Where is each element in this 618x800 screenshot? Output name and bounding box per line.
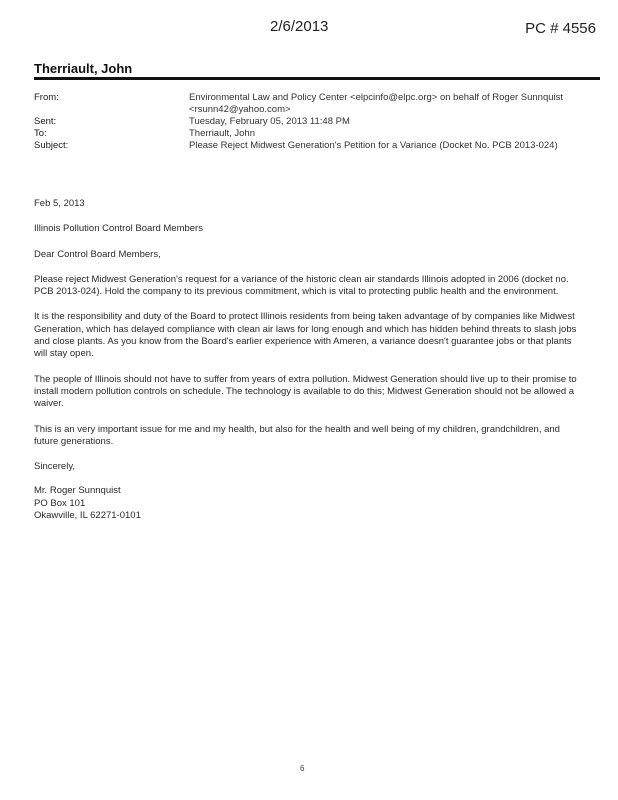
signature-address-line: Okawville, IL 62271-0101 — [34, 510, 141, 522]
pc-number-stamp: PC # 4556 — [525, 20, 596, 37]
header-value-from: Environmental Law and Policy Center <elpcinfo@elpc.org> on behalf of Roger Sunnquist <rsunn42@yahoo.com> — [189, 92, 564, 115]
letter-body — [34, 198, 582, 522]
header-label-subject: Subject: — [34, 140, 69, 151]
letter-paragraph: It is the responsibility and duty of the Board to protect Illinois residents from being taken advantage of by companies like Midwest Generation, which has delayed compliance with clean air laws for long enough and which has hidden behind threats to slash jobs and close plants. As you know from the Board's earlier experience with Ameren, a variance doesn't guarantee jobs or that plants will stay open. — [34, 311, 577, 360]
header-value-subject: Please Reject Midwest Generation's Petition for a Variance (Docket No. PCB 2013-024) — [189, 140, 558, 151]
letter-salutation: Dear Control Board Members, — [34, 248, 161, 260]
header-label-sent: Sent: — [34, 116, 57, 127]
letter-closing: Sincerely, — [34, 461, 76, 473]
email-headers — [34, 92, 600, 152]
header-row-to — [34, 128, 600, 140]
stamp-date: 2/6/2013 — [270, 18, 329, 35]
header-row-sent — [34, 116, 600, 128]
header-rule — [34, 77, 600, 80]
header-value-sent: Tuesday, February 05, 2013 11:48 PM — [189, 116, 350, 127]
letter-date: Feb 5, 2013 — [34, 198, 85, 209]
letter-paragraph: Please reject Midwest Generation's request for a variance of the historic clean air standards Illinois adopted in 2006 (docket no. PCB 2013-024). Hold the company to its previous commitment, which is vital to protecting public health and the environment. — [34, 273, 569, 298]
header-value-to: Therriault, John — [189, 128, 256, 139]
letter-addressee: Illinois Pollution Control Board Members — [34, 223, 203, 235]
page-number: 6 — [300, 764, 305, 773]
header-label-from: From: — [34, 92, 59, 103]
header-label-to: To: — [34, 128, 47, 139]
signature-block — [34, 461, 582, 522]
signature-address-line: PO Box 101 — [34, 497, 86, 509]
header-row-subject — [34, 140, 600, 152]
sender-name-heading: Therriault, John — [34, 61, 133, 76]
letter-paragraph: The people of Illinois should not have to suffer from years of extra pollution. Midwest Generation should live up to their promise to install modern pollution controls on schedule. The technology is available to do this; Midwest Generation should not be allowed a waiver. — [34, 373, 577, 410]
header-row-from — [34, 92, 600, 116]
letter-paragraph: This is an very important issue for me and my health, but also for the health and well being of my children, grandchildren, and future generations. — [34, 423, 560, 447]
signature-name: Mr. Roger Sunnquist — [34, 485, 121, 497]
